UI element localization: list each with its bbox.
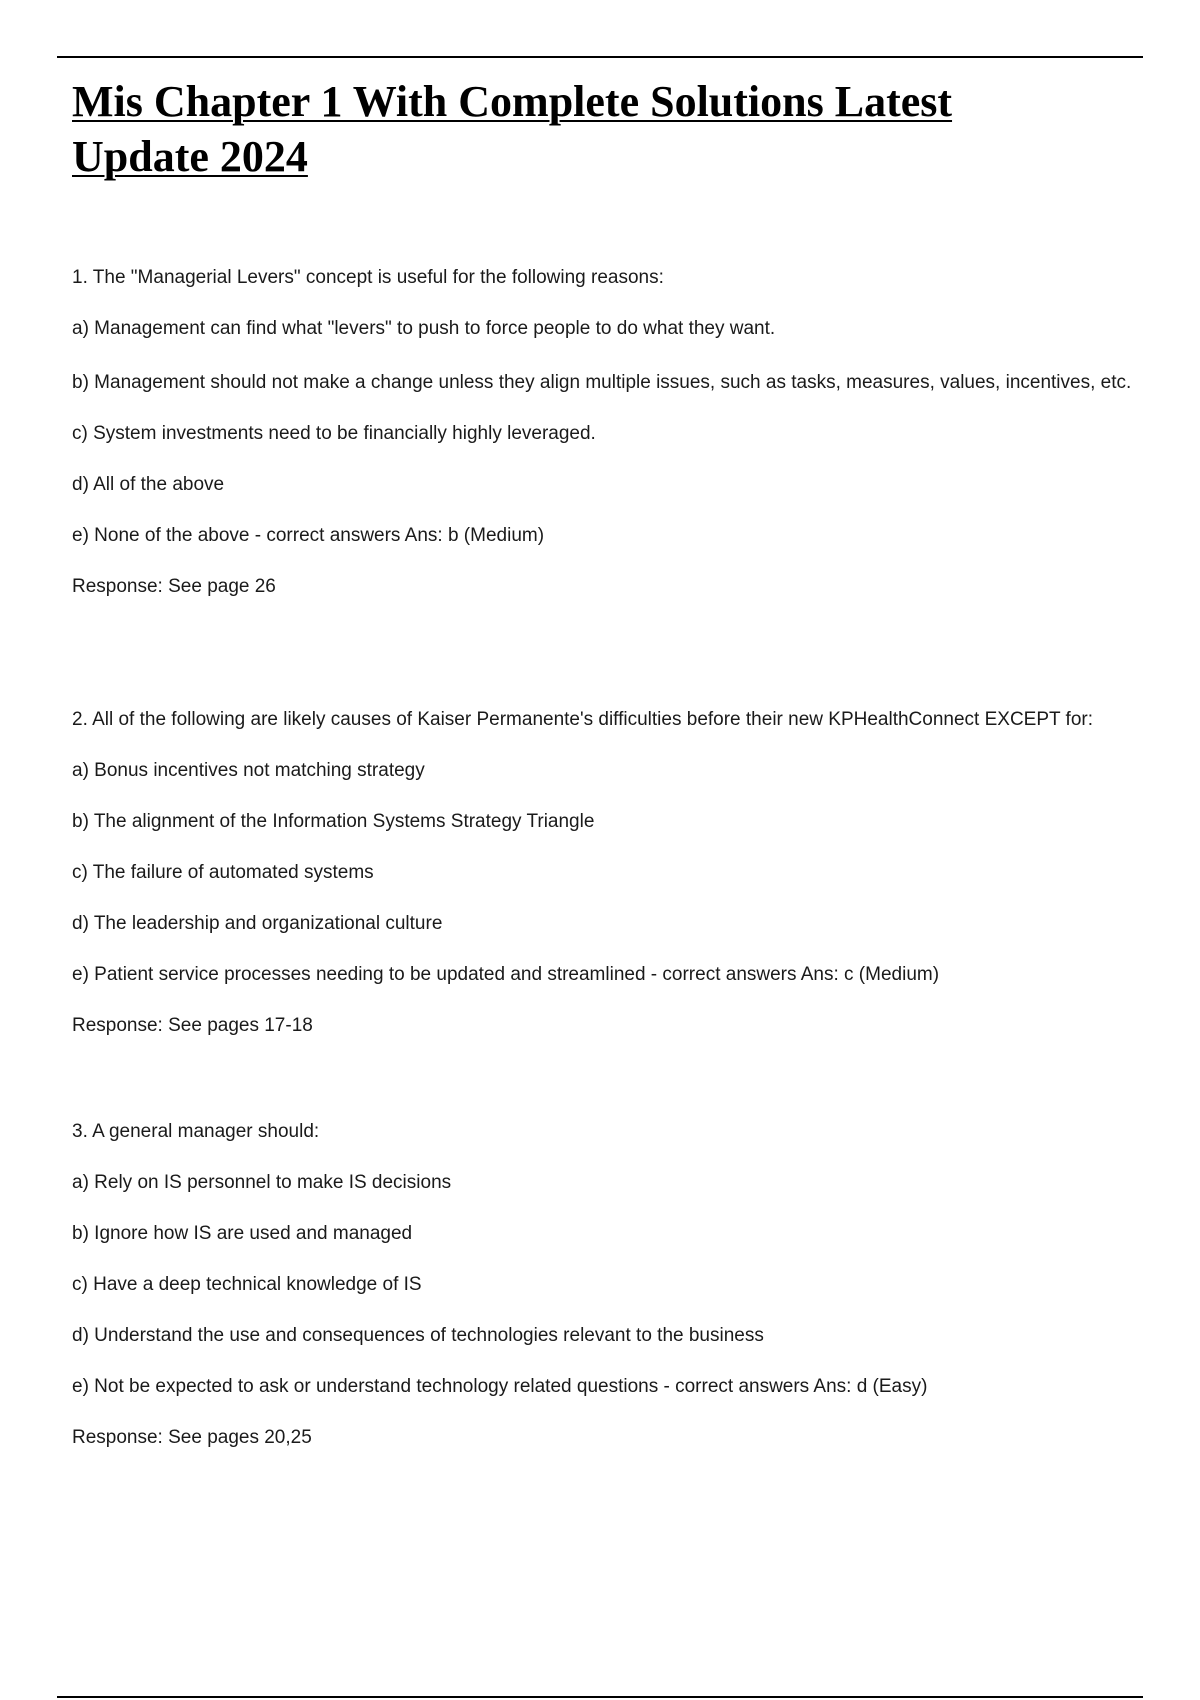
- answer-option-a: a) Rely on IS personnel to make IS decisions: [72, 1172, 452, 1193]
- question-stem: 2. All of the following are likely causes of Kaiser Permanente's difficulties before their new KPHealthConnect EXCEPT for:: [72, 709, 1093, 730]
- answer-option-e: e) Not be expected to ask or understand technology related questions - correct answers Ans: d (Easy): [72, 1376, 928, 1397]
- response-reference: Response: See pages 20,25: [72, 1427, 312, 1448]
- answer-option-a: a) Bonus incentives not matching strategy: [72, 760, 425, 781]
- question-1: [72, 266, 1162, 626]
- response-reference: Response: See pages 17-18: [72, 1015, 313, 1036]
- answer-option-e: e) Patient service processes needing to be updated and streamlined - correct answers Ans: c (Medium): [72, 964, 940, 985]
- answer-option-d: d) The leadership and organizational culture: [72, 913, 443, 934]
- answer-option-c: c) The failure of automated systems: [72, 862, 374, 883]
- answer-option-c: c) System investments need to be financially highly leveraged.: [72, 423, 596, 444]
- document-title: [72, 74, 1132, 184]
- answer-option-e: e) None of the above - correct answers Ans: b (Medium): [72, 525, 545, 546]
- answer-option-b: b) The alignment of the Information Systems Strategy Triangle: [72, 811, 595, 832]
- title-line-1: Mis Chapter 1 With Complete Solutions Latest: [72, 77, 953, 126]
- answer-option-a: a) Management can find what "levers" to push to force people to do what they want.: [72, 318, 776, 339]
- question-3: [72, 1120, 1162, 1477]
- answer-option-d: d) All of the above: [72, 474, 225, 495]
- answer-option-b: b) Ignore how IS are used and managed: [72, 1223, 413, 1244]
- question-2: [72, 708, 1162, 1065]
- answer-option-b: b) Management should not make a change unless they align multiple issues, such as tasks, measures, values, incentives, etc.: [72, 372, 1132, 393]
- top-divider: [57, 56, 1143, 58]
- question-stem: 1. The "Managerial Levers" concept is useful for the following reasons:: [72, 267, 664, 288]
- response-reference: Response: See page 26: [72, 576, 276, 597]
- title-line-2: Update 2024: [72, 132, 308, 181]
- bottom-divider: [57, 1696, 1143, 1698]
- answer-option-d: d) Understand the use and consequences of technologies relevant to the business: [72, 1325, 764, 1346]
- question-stem: 3. A general manager should:: [72, 1121, 320, 1142]
- answer-option-c: c) Have a deep technical knowledge of IS: [72, 1274, 422, 1295]
